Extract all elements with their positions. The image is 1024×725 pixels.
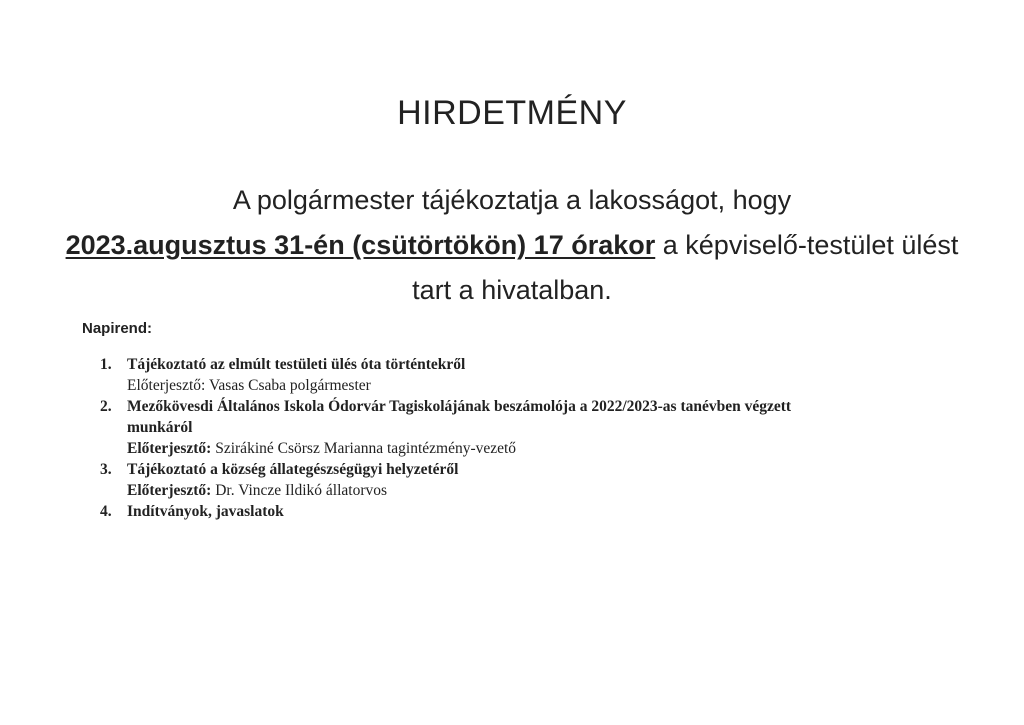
agenda-item [100,396,962,459]
page-title: HIRDETMÉNY [397,94,627,132]
agenda-item [100,459,962,501]
agenda-item-presenter [127,375,962,396]
agenda-item-number: 2. [100,398,112,415]
agenda-list [100,354,962,522]
agenda-item-presenter [127,438,962,459]
agenda-item [100,354,962,396]
agenda-item-title: Tájékoztató a község állategészségügyi helyzetéről [127,461,459,478]
presenter-label: Előterjesztő: [127,377,206,394]
agenda-item [100,501,962,522]
agenda-heading: Napirend: [82,320,153,337]
agenda-item-number: 1. [100,356,112,373]
agenda-item-title-line2: munkáról [127,419,193,436]
presenter-name: Szirákiné Csörsz Marianna tagintézmény-vezető [215,440,517,457]
agenda-item-title-line1: Mezőkövesdi Általános Iskola Ódorvár Tagiskolájának beszámolója a 2022/2023-as tanévben végzett [127,398,792,415]
announcement [60,178,964,313]
agenda-item-title: Tájékoztató az elmúlt testületi ülés óta történtekről [127,356,466,373]
announcement-rest: a képviselő-testület ülést tart a hivatalban. [412,230,959,305]
announcement-intro: A polgármester tájékoztatja a lakosságot, hogy [232,185,792,215]
agenda-item-number: 4. [100,503,112,520]
meeting-date-time: 2023.augusztus 31-én (csütörtökön) 17 órakor [65,230,656,260]
presenter-name: Dr. Vincze Ildikó állatorvos [215,482,388,499]
agenda-item-number: 3. [100,461,112,478]
presenter-label: Előterjesztő: [127,482,212,499]
agenda-item-presenter [127,480,962,501]
presenter-name: Vasas Csaba polgármester [208,377,371,394]
agenda-item-title: Indítványok, javaslatok [127,503,284,520]
presenter-label: Előterjesztő: [127,440,212,457]
